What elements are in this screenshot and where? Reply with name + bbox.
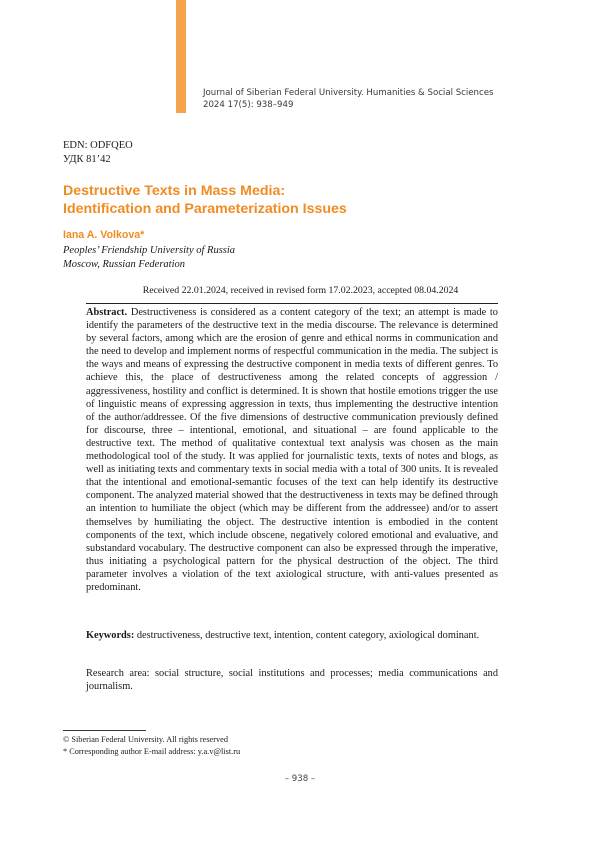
abstract [86,306,498,594]
page-number: – 938 – [284,774,316,784]
abstract-label: Abstract. [86,307,128,318]
author-affiliation [63,244,235,272]
copyright-note: © Siberian Federal University. All rights reserved [63,735,228,744]
title-line-2: Identification and Parameterization Issues [63,201,347,217]
research-area: Research area: social structure, social institutions and processes; media communications and journalism. [86,668,498,693]
keywords [86,629,498,642]
article-title [63,182,543,218]
affiliation-university: Peoples’ Friendship University of Russia [63,245,236,256]
keywords-label: Keywords: [86,630,135,641]
received-dates: Received 22.01.2024, received in revised form 17.02.2023, accepted 08.04.2024 [142,285,459,296]
journal-header [203,87,494,111]
header-accent-bar [176,0,186,113]
affiliation-location: Moscow, Russian Federation [63,259,186,270]
abstract-divider [86,303,498,304]
keywords-text: destructiveness, destructive text, intention, content category, axiological dominant. [136,630,480,641]
corresponding-author-note: * Corresponding author E-mail address: y.a.v@list.ru [63,747,241,756]
title-line-1: Destructive Texts in Mass Media: [63,183,286,199]
journal-title: Journal of Siberian Federal University. Humanities & Social Sciences [203,88,494,98]
author-name: Iana A. Volkova* [63,229,145,241]
article-identifiers [63,139,133,166]
abstract-text: Destructiveness is considered as a content category of the text; an attempt is made to identify the parameters of the destructive text in the media discourse. The relevance is determined by several factors, among which are the erosion of genre and ethical norms in communication and the need to develop and implement norms of respectful communication in the media. The subject is the ways and means of expressing the destructive component in media texts of different genres. To achieve this, the place of destructiveness among the related concepts of aggression / aggressiveness, hostility and conflict is determined. It is shown that hostile emotions trigger the use of linguistic means of expressing aggression in texts, thus implementing the destructive intention of the author/addressee. Of the five dimensions of destructive communication previously defined for discourse, three – intentional, emotional, and situational – are found applicable to the destructive text. The method of qualitative contextual text analysis was chosen as the main methodological tool of the study. It was applied for journalistic texts, texts of notes and blogs, as well as initiating texts and commentary texts in social media with a total of 300 units. It is revealed that the intentional and emotional-semantic focuses of the text can help identify its destructive component. The analyzed material showed that the destructiveness in texts may be defined through an intention to humiliate the object (which may be different from the addressee) and/or to assert themselves by humiliating the object. The destructive intention is embodied in the content components of the text, which include obscene, negatively colored emotional and evaluative, and substandard vocabulary. The destructive component can also be expressed through the imperative, thus initiating a psychological pattern for the physical destruction of the object. The third parameter involves a violation of the text axiological structure, with anti-values presented as predominant. [86,307,498,593]
edn-code: EDN: ODFQEO [63,140,133,151]
udk-code: УДК 81’42 [63,153,111,165]
journal-issue: 2024 17(5): 938–949 [203,100,294,110]
footnote-divider [63,730,146,731]
footnotes [63,734,240,758]
